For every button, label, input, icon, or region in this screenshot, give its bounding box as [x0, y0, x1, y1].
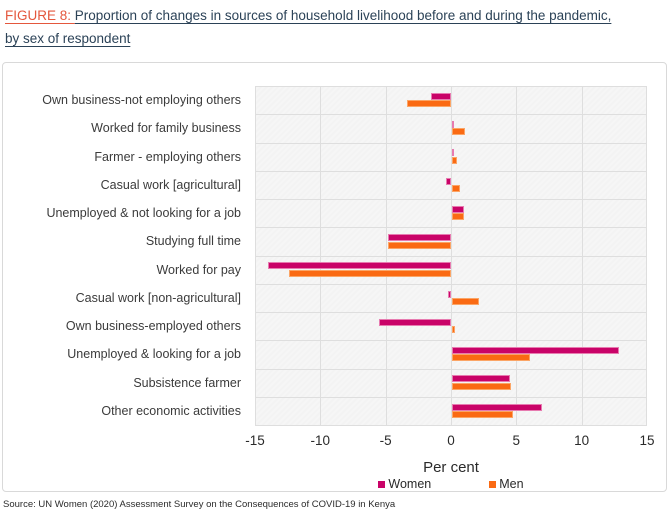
bar-women-4 [452, 206, 464, 213]
bar-women-11 [452, 404, 542, 411]
x-axis-label: Per cent [423, 459, 479, 476]
bar-women-1 [452, 121, 454, 128]
chart-container [2, 62, 667, 492]
bar-women-9 [452, 347, 619, 354]
category-label: Unemployed & looking for a job [67, 347, 241, 362]
x-tick-label: 10 [574, 433, 590, 448]
legend-marker-icon [489, 481, 496, 488]
bar-men-1 [452, 128, 465, 135]
legend [255, 477, 647, 492]
category-label: Own business-employed others [65, 319, 241, 334]
bar-men-5 [388, 242, 451, 249]
x-tick-label: -10 [310, 433, 331, 448]
legend-marker-icon [378, 481, 385, 488]
bar-men-2 [452, 157, 457, 164]
category-label: Casual work [non-agricultural] [75, 290, 241, 305]
x-tick-label: 0 [447, 433, 455, 448]
plot-area [255, 86, 647, 425]
category-label: Casual work [agricultural] [100, 177, 241, 192]
bar-men-0 [407, 100, 451, 107]
category-label: Farmer - employing others [94, 149, 241, 164]
bar-women-3 [446, 178, 451, 185]
bar-men-11 [452, 411, 513, 418]
category-label: Unemployed & not looking for a job [46, 206, 241, 221]
vertical-gridline [320, 86, 321, 425]
category-label: Worked for pay [156, 262, 241, 277]
vertical-gridline [582, 86, 583, 425]
category-label: Studying full time [145, 234, 241, 249]
bar-men-3 [452, 185, 460, 192]
bar-women-6 [268, 262, 451, 269]
bar-women-5 [388, 234, 451, 241]
category-label: Own business-not employing others [42, 93, 241, 108]
category-label: Subsistence farmer [133, 375, 241, 390]
x-tick-label: 15 [639, 433, 655, 448]
x-axis-ticks [245, 433, 655, 450]
x-tick-label: -5 [379, 433, 392, 448]
figure-number: FIGURE 8: [5, 8, 75, 23]
vertical-gridline [255, 86, 256, 425]
bar-men-9 [452, 354, 530, 361]
bar-women-2 [452, 149, 454, 156]
legend-label: Women [388, 477, 432, 491]
figure-title-text: Proportion of changes in sources of household livelihood before and during the pandemic, by sex of respondent [5, 8, 612, 46]
bar-women-10 [452, 375, 510, 382]
x-tick-label: 5 [512, 433, 521, 448]
legend-item-men [489, 477, 523, 492]
bar-men-6 [289, 270, 451, 277]
x-tick-label: -15 [245, 433, 265, 448]
bar-men-10 [452, 383, 511, 390]
source-note: Source: UN Women (2020) Assessment Survey on the Consequences of COVID-19 in Kenya [3, 499, 396, 510]
bar-women-8 [379, 319, 451, 326]
bar-women-7 [448, 291, 451, 298]
bar-men-7 [452, 298, 479, 305]
legend-item-women [378, 477, 431, 492]
category-label: Other economic activities [101, 403, 241, 418]
bar-women-0 [431, 93, 451, 100]
vertical-gridline [386, 86, 387, 425]
vertical-gridline [451, 86, 452, 425]
horizontal-gridline [255, 425, 647, 426]
vertical-gridline [516, 86, 517, 425]
legend-label: Men [499, 477, 524, 491]
vertical-gridline [646, 86, 647, 425]
category-label: Worked for family business [91, 121, 241, 136]
category-axis [3, 86, 248, 425]
bar-men-8 [452, 326, 455, 333]
bar-men-4 [452, 213, 464, 220]
figure-title [5, 4, 617, 50]
